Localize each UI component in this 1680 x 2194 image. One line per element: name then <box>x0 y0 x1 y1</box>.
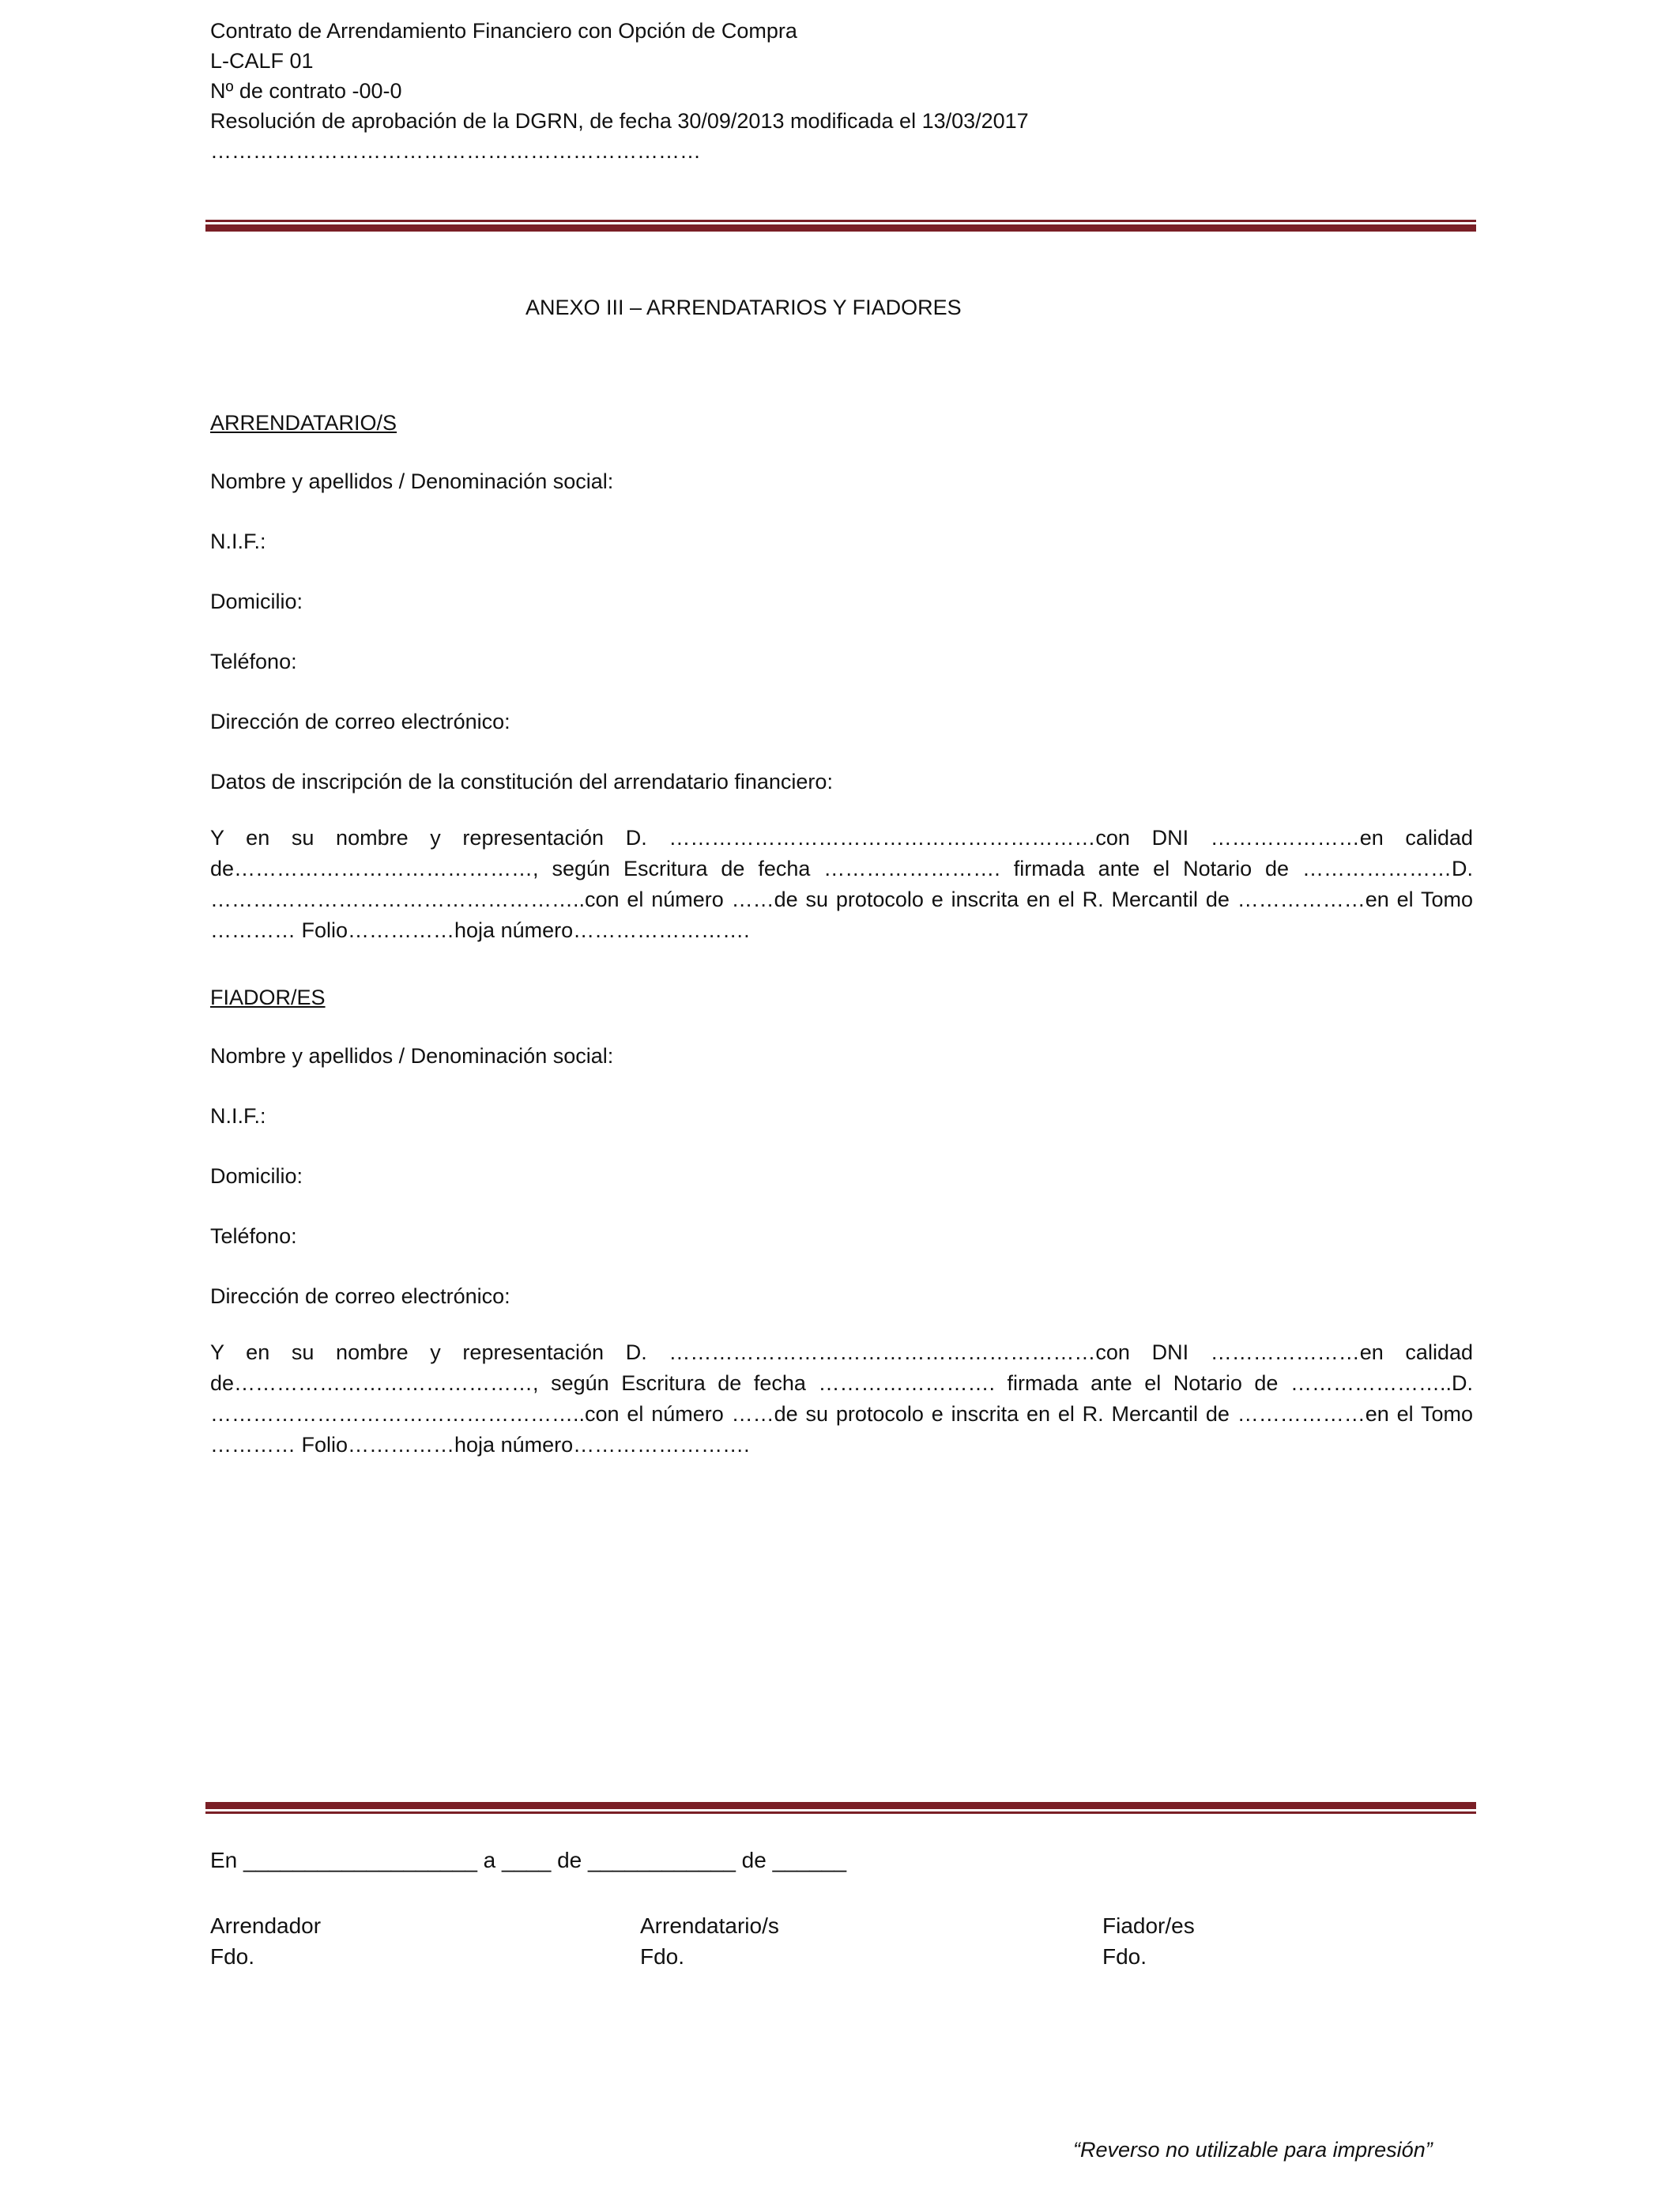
header-contract-title: Contrato de Arrendamiento Financiero con Opción de Compra <box>210 19 797 43</box>
signature-fiadores <box>1102 1910 1195 1972</box>
arrendatarios-fdo: Fdo. <box>640 1944 685 1969</box>
fiador-name-field: Nombre y apellidos / Denominación social: <box>210 1044 614 1068</box>
fiadores-section <box>210 986 1473 1461</box>
fiadores-fdo: Fdo. <box>1102 1944 1147 1969</box>
arrendador-fdo: Fdo. <box>210 1944 255 1969</box>
fiadores-heading: FIADOR/ES <box>210 986 326 1009</box>
arrendatario-representation-paragraph: Y en su nombre y representación D. ……………………………………………………con DNI …………………en calidad de……………………………………, según Escritura de fecha ……………………. firmada ante el Notario de …………………D. ……………………………………………..con el número ……de su protocolo e inscrita en el R. Mercantil de ………………en el Tomo ………… Folio……………hoja número……………………. <box>210 826 1473 942</box>
fiador-representation-paragraph: Y en su nombre y representación D. ……………………………………………………con DNI …………………en calidad de……………………………………, según Escritura de fecha ……………………. firmada ante el Notario de …………………..D. ……………………………………………..con el número ……de su protocolo e inscrita en el R. Mercantil de ………………en el Tomo ………… Folio……………hoja número……………………. <box>210 1340 1473 1457</box>
footer-note: “Reverso no utilizable para impresión” <box>1073 2138 1433 2162</box>
page-title: ANEXO III – ARRENDATARIOS Y FIADORES <box>525 296 962 319</box>
fiadores-label: Fiador/es <box>1102 1913 1195 1938</box>
arrendatario-nif-field: N.I.F.: <box>210 530 266 553</box>
arrendatario-name-field: Nombre y apellidos / Denominación social: <box>210 469 614 493</box>
arrendatario-address-field: Domicilio: <box>210 590 303 613</box>
signature-date-line: En ___________________ a ____ de ____________ de ______ <box>210 1848 847 1872</box>
fiador-phone-field: Teléfono: <box>210 1224 297 1248</box>
arrendatarios-section <box>210 411 1473 946</box>
fiador-email-field: Dirección de correo electrónico: <box>210 1284 510 1308</box>
header-contract-number: Nº de contrato -00-0 <box>210 79 402 103</box>
fiador-nif-field: N.I.F.: <box>210 1104 266 1128</box>
top-divider <box>205 220 1476 232</box>
arrendatario-email-field: Dirección de correo electrónico: <box>210 710 510 733</box>
header-dotted-line: …………………………………………………………… <box>210 139 701 163</box>
header-resolution: Resolución de aprobación de la DGRN, de fecha 30/09/2013 modificada el 13/03/2017 <box>210 109 1029 133</box>
arrendatario-phone-field: Teléfono: <box>210 650 297 673</box>
header-form-code: L-CALF 01 <box>210 49 314 73</box>
arrendatarios-label: Arrendatario/s <box>640 1913 779 1938</box>
arrendador-label: Arrendador <box>210 1913 322 1938</box>
signature-arrendatarios <box>640 1910 779 1972</box>
signature-arrendador <box>210 1910 321 1972</box>
fiador-address-field: Domicilio: <box>210 1164 303 1188</box>
document-header <box>210 16 1029 166</box>
bottom-divider <box>205 1802 1476 1814</box>
arrendatario-registration-field: Datos de inscripción de la constitución del arrendatario financiero: <box>210 770 833 794</box>
arrendatarios-heading: ARRENDATARIO/S <box>210 411 397 435</box>
